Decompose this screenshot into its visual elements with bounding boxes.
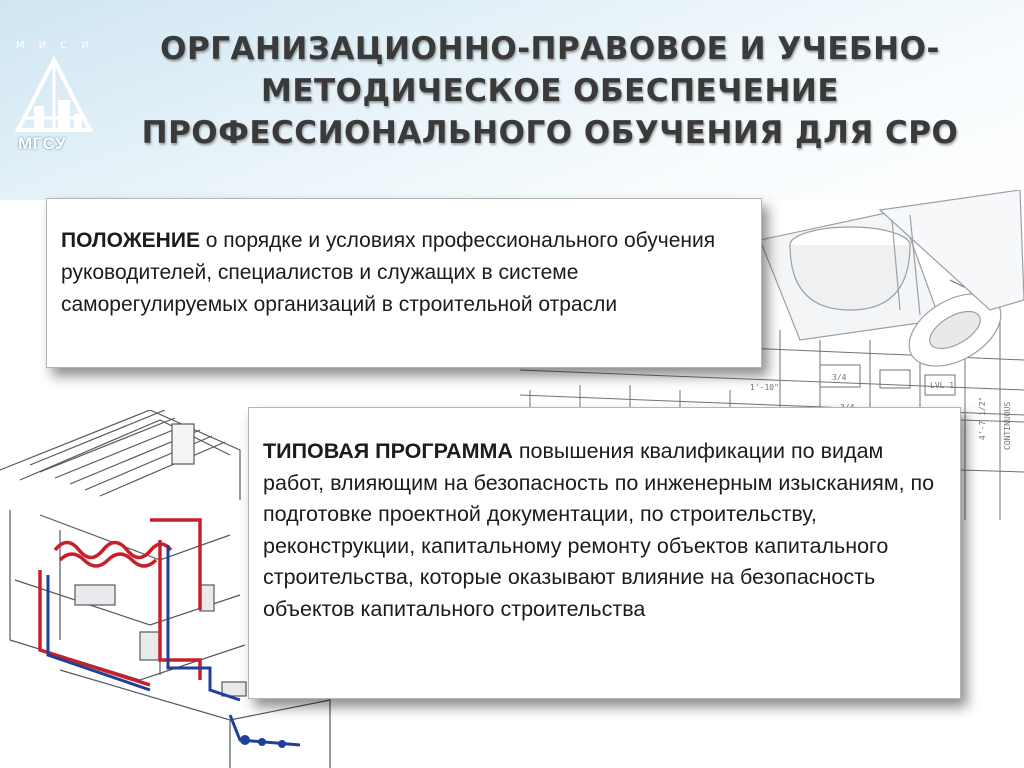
- svg-text:1'-10": 1'-10": [750, 383, 779, 392]
- title-line-3: ПРОФЕССИОНАЛЬНОГО ОБУЧЕНИЯ ДЛЯ СРО: [141, 115, 959, 151]
- title-line-1: ОРГАНИЗАЦИОННО-ПРАВОВОЕ И УЧЕБНО-: [160, 31, 940, 67]
- program-text: повышения квалификации по видам работ, влияющим на безопасность по инженерным изысканиям, по подготовке проектной документации, по строительству, реконструкции, капитальному ремонту объектов капитального строительства, которые оказывают влияние на безопасность объектов капитального строительства: [263, 439, 935, 621]
- svg-text:4'-7 1/2": 4'-7 1/2": [978, 396, 987, 440]
- svg-text:3/4: 3/4: [832, 373, 847, 382]
- logo-mark-icon: [14, 56, 94, 136]
- logo-text: МГСУ: [18, 134, 67, 153]
- program-lead: ТИПОВАЯ ПРОГРАММА: [263, 439, 513, 463]
- svg-text:LVL 1: LVL 1: [930, 381, 955, 390]
- regulation-text: о порядке и условиях профессионального обучения руководителей, специалистов и служащих в системе саморегулируемых организаций в строительной отрасли: [61, 229, 716, 316]
- title-line-2: МЕТОДИЧЕСКОЕ ОБЕСПЕЧЕНИЕ: [260, 73, 840, 109]
- page-title: [110, 28, 990, 154]
- logo-letters: МИСИ: [16, 40, 103, 51]
- regulation-card: [46, 198, 762, 368]
- program-card: [248, 407, 961, 699]
- mgsu-logo: [6, 16, 103, 153]
- regulation-lead: ПОЛОЖЕНИЕ: [61, 229, 200, 252]
- svg-text:CONTINUOUS: CONTINUOUS: [1003, 401, 1012, 450]
